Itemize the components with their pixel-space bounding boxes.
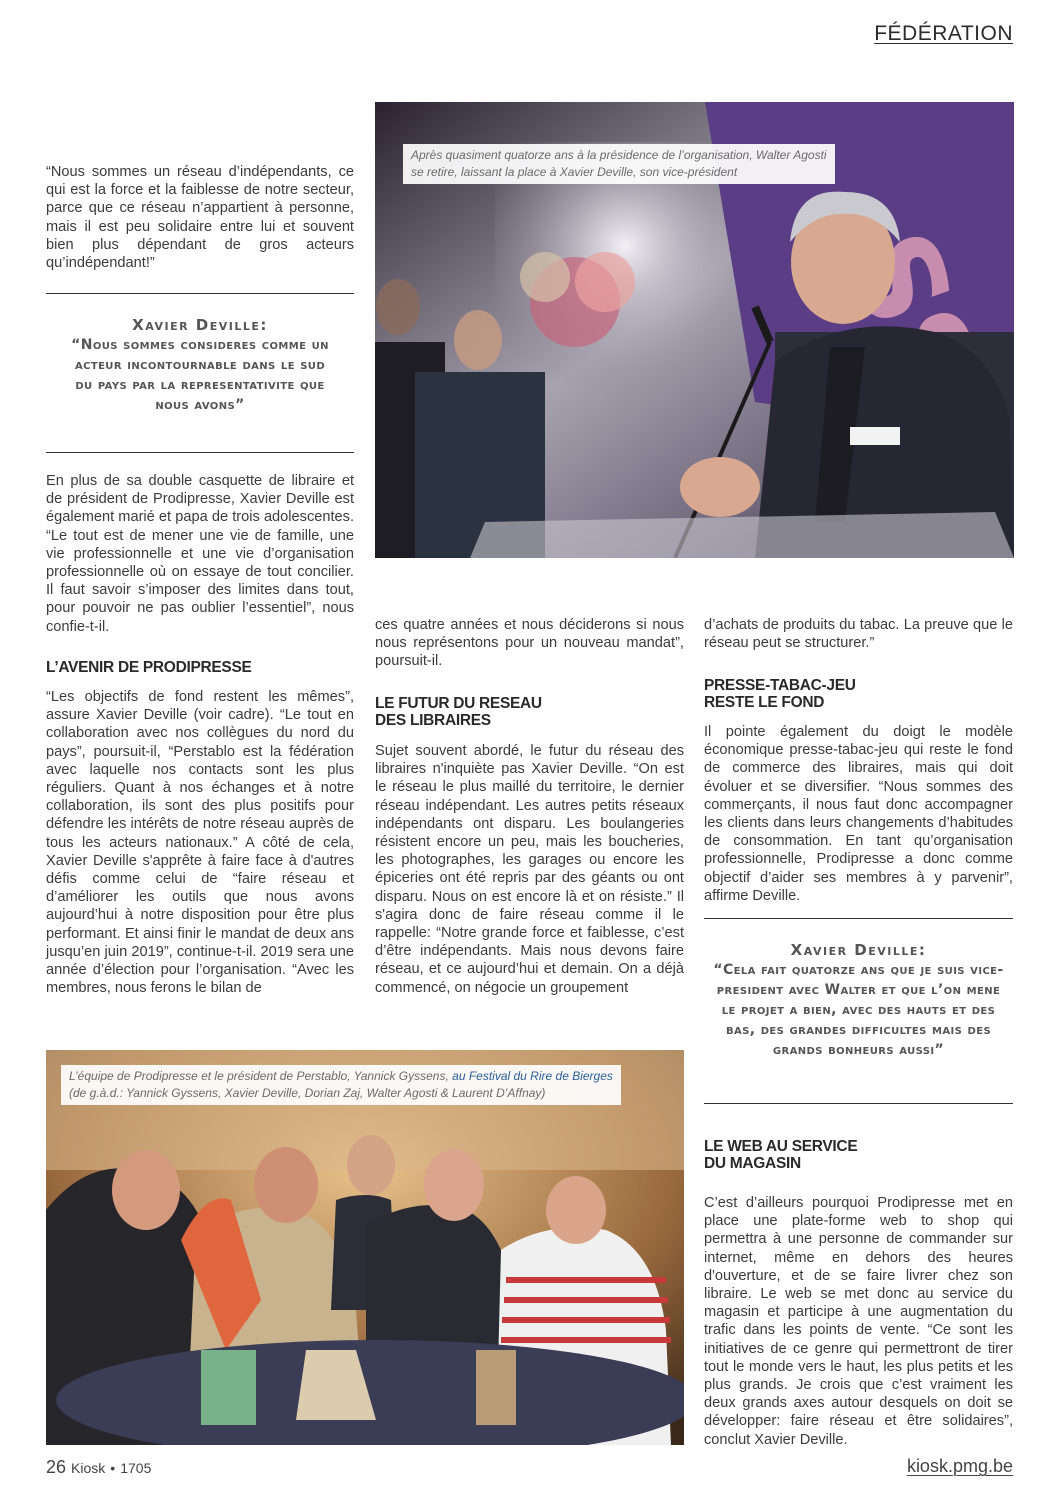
col2-paragraph-2-text: Sujet souvent abordé, le futur du réseau des libraires n'inquiète pas Xavier Deville. “On est le réseau le plus maillé du territoire, le dernier réseau indépendant. Les autres petits réseaux indépendants ont disparu. Les boulangeries résistent encore un peu, mais les boucheries, les photographes, les garages ou encore les épiceries ont été repris par des géants ou ont disparu. Nous on est encore là et on résiste.” Il s'agira donc de faire réseau comme il le rappelle: “Notre grande force et faiblesse, c’est d’être indépendants. Mais nous devons faire réseau, et ce aujourd’hui et demain. On a déjà commencé, on négocie un groupement	[375, 743, 684, 996]
section-label: FÉDÉRATION	[874, 22, 1013, 45]
photo-walter-agosti	[375, 102, 1014, 558]
festival-link[interactable]: au Festival du Rire de Bierges	[452, 1069, 613, 1083]
heading-web	[704, 1138, 1013, 1172]
pullquote-1-speaker: Xavier Deville:	[132, 316, 268, 334]
col3-paragraph-3-text: C’est d’ailleurs pourquoi Prodipresse met en place une plate-forme web to shop qui permettra à une personne de commander sur internet, même en dehors des heures d'ouverture, et de se faire livrer chez son libraire. Le web se met donc au service du magasin et participe à une augmentation du trafic dans les points de vente. “Ce sont les initiatives de ce genre qui permettront de tirer tout le monde vers le haut, les plus petits et les plus grands. Je crois que c’est vraiment les deux grands axes autour desquels on doit se développer: faire réseau et être solidaires”, conclut Xavier Deville.	[704, 1195, 1013, 1448]
photo-bottom-caption-line-1: L’équipe de Prodipresse et le président de Perstablo, Yannick Gyssens,	[69, 1069, 449, 1083]
heading-web-line-2: DU MAGASIN	[704, 1155, 801, 1172]
photo-top-caption-line-1: Après quasiment quatorze ans à la présidence de l’organisation, Walter Agosti	[411, 148, 827, 162]
col3-paragraph-3	[704, 1194, 1013, 1449]
footer-url-link[interactable]: kiosk.pmg.be	[906, 1456, 1013, 1476]
col2-paragraph-1	[375, 616, 684, 671]
col1-paragraph-2	[46, 688, 354, 997]
heading-presse-tabac-jeu	[704, 677, 1013, 711]
photo-bottom-caption	[61, 1065, 621, 1105]
heading-futur-line-1: LE FUTUR DU RESEAU	[375, 695, 542, 712]
pullquote-2-top-rule	[704, 918, 1013, 919]
col1-paragraph-1-text: En plus de sa double casquette de libraire et de président de Prodipresse, Xavier Deville est également marié et papa de trois adolescentes. “Le tout est de mener une vie de famille, une vie professionnelle et une vie d’organisation professionnelle où on essaye de tout concilier. Il faut savoir s’imposer des limites dans tout, pour pouvoir ne pas oublier l’essentiel”, nous confie-t-il.	[46, 473, 354, 635]
col3-paragraph-2-text: Il pointe également du doigt le modèle économique presse-tabac-jeu qui reste le fond de commerce des libraires, mais qui doit évoluer et se diversifier. “Nous sommes des commerçants, il nous faut donc accompagner les clients dans leurs changements d’habitudes de consommation. En tant qu’organisation professionnelle, Prodipresse a donc comme objectif d’aider ses membres à y parvenir”, affirme Deville.	[704, 724, 1013, 904]
col3-paragraph-1	[704, 616, 1013, 652]
footer-page-info	[46, 1457, 151, 1478]
pullquote-top-rule	[46, 293, 354, 294]
heading-futur	[375, 695, 684, 729]
heading-futur-line-2: DES LIBRAIRES	[375, 712, 491, 729]
photo-top-caption-line-2: se retire, laissant la place à Xavier Deville, son vice-président	[411, 165, 738, 179]
col1-paragraph-2-text: “Les objectifs de fond restent les mêmes”, assure Xavier Deville (voir cadre). “Le tout en collaboration avec nos collègues du nord du pays”, poursuit-il, “Perstablo est la fédération avec laquelle nos contacts sont les plus réguliers. Quant à nos échanges et à notre collaboration, ils sont des plus positifs pour défendre les intérêts de notre réseau auprès de tous les acteurs nationaux.” A côté de cela, Xavier Deville s'apprête à faire face à d'autres défis comme celui de “faire réseau et d’améliorer les outils que nous avons aujourd’hui à notre disposition pour être plus performant. Et ainsi finir le mandat de deux ans jusqu’en juin 2019”, continue-t-il. 2019 sera une année d’élection pour l’organisation. “Avec les membres, nous ferons le bilan de	[46, 689, 354, 997]
page-number: 26	[46, 1457, 67, 1477]
pullquote-2-speaker: Xavier Deville:	[790, 941, 927, 959]
intro-quote	[46, 163, 354, 272]
issue-number: 1705	[120, 1460, 152, 1476]
magazine-name: Kiosk	[71, 1460, 106, 1476]
pullquote-2	[704, 940, 1013, 1060]
photo-bottom-caption-line-2: (de g.à.d.: Yannick Gyssens, Xavier Deville, Dorian Zaj, Walter Agosti & Laurent D’Affnay)	[69, 1086, 546, 1100]
pullquote-1-quote: “Nous sommes consideres comme un acteur incontournable dans le sud du pays par la representativite que nous avons”	[71, 337, 329, 413]
pullquote-bottom-rule	[46, 452, 354, 453]
team-photo-illustration	[46, 1050, 684, 1445]
col2-paragraph-2	[375, 742, 684, 997]
photo-prodipresse-team	[46, 1050, 684, 1445]
intro-quote-text: “Nous sommes un réseau d’indépendants, ce qui est la force et la faiblesse de notre secteur, parce que ce réseau n’appartient à personne, mais il est peu solidaire entre lui et souvent bien plus dépendant de gros acteurs qu’indépendant!”	[46, 164, 354, 272]
pullquote-2-bottom-rule	[704, 1103, 1013, 1104]
photo-top-caption	[403, 144, 835, 184]
bullet-separator: •	[110, 1460, 116, 1476]
heading-presse-line-1: PRESSE-TABAC-JEU	[704, 677, 856, 694]
pullquote-1	[46, 315, 354, 415]
col3-paragraph-1-text: d’achats de produits du tabac. La preuve que le réseau peut se structurer.”	[704, 617, 1013, 652]
col3-paragraph-2	[704, 723, 1013, 905]
heading-web-line-1: LE WEB AU SERVICE	[704, 1138, 858, 1155]
pullquote-2-quote: “Cela fait quatorze ans que je suis vice-president avec Walter et que l’on mene le projet a bien, avec des hauts et des bas, des grandes difficultes mais des grands bonheurs aussi”	[713, 962, 1004, 1058]
heading-presse-line-2: RESTE LE FOND	[704, 694, 825, 711]
heading-avenir: L’AVENIR DE PRODIPRESSE	[46, 659, 252, 676]
col1-paragraph-1	[46, 472, 354, 636]
col2-paragraph-1-text: ces quatre années et nous déciderons si nous nous représentons pour un nouveau mandat”, poursuit-il.	[375, 617, 684, 670]
